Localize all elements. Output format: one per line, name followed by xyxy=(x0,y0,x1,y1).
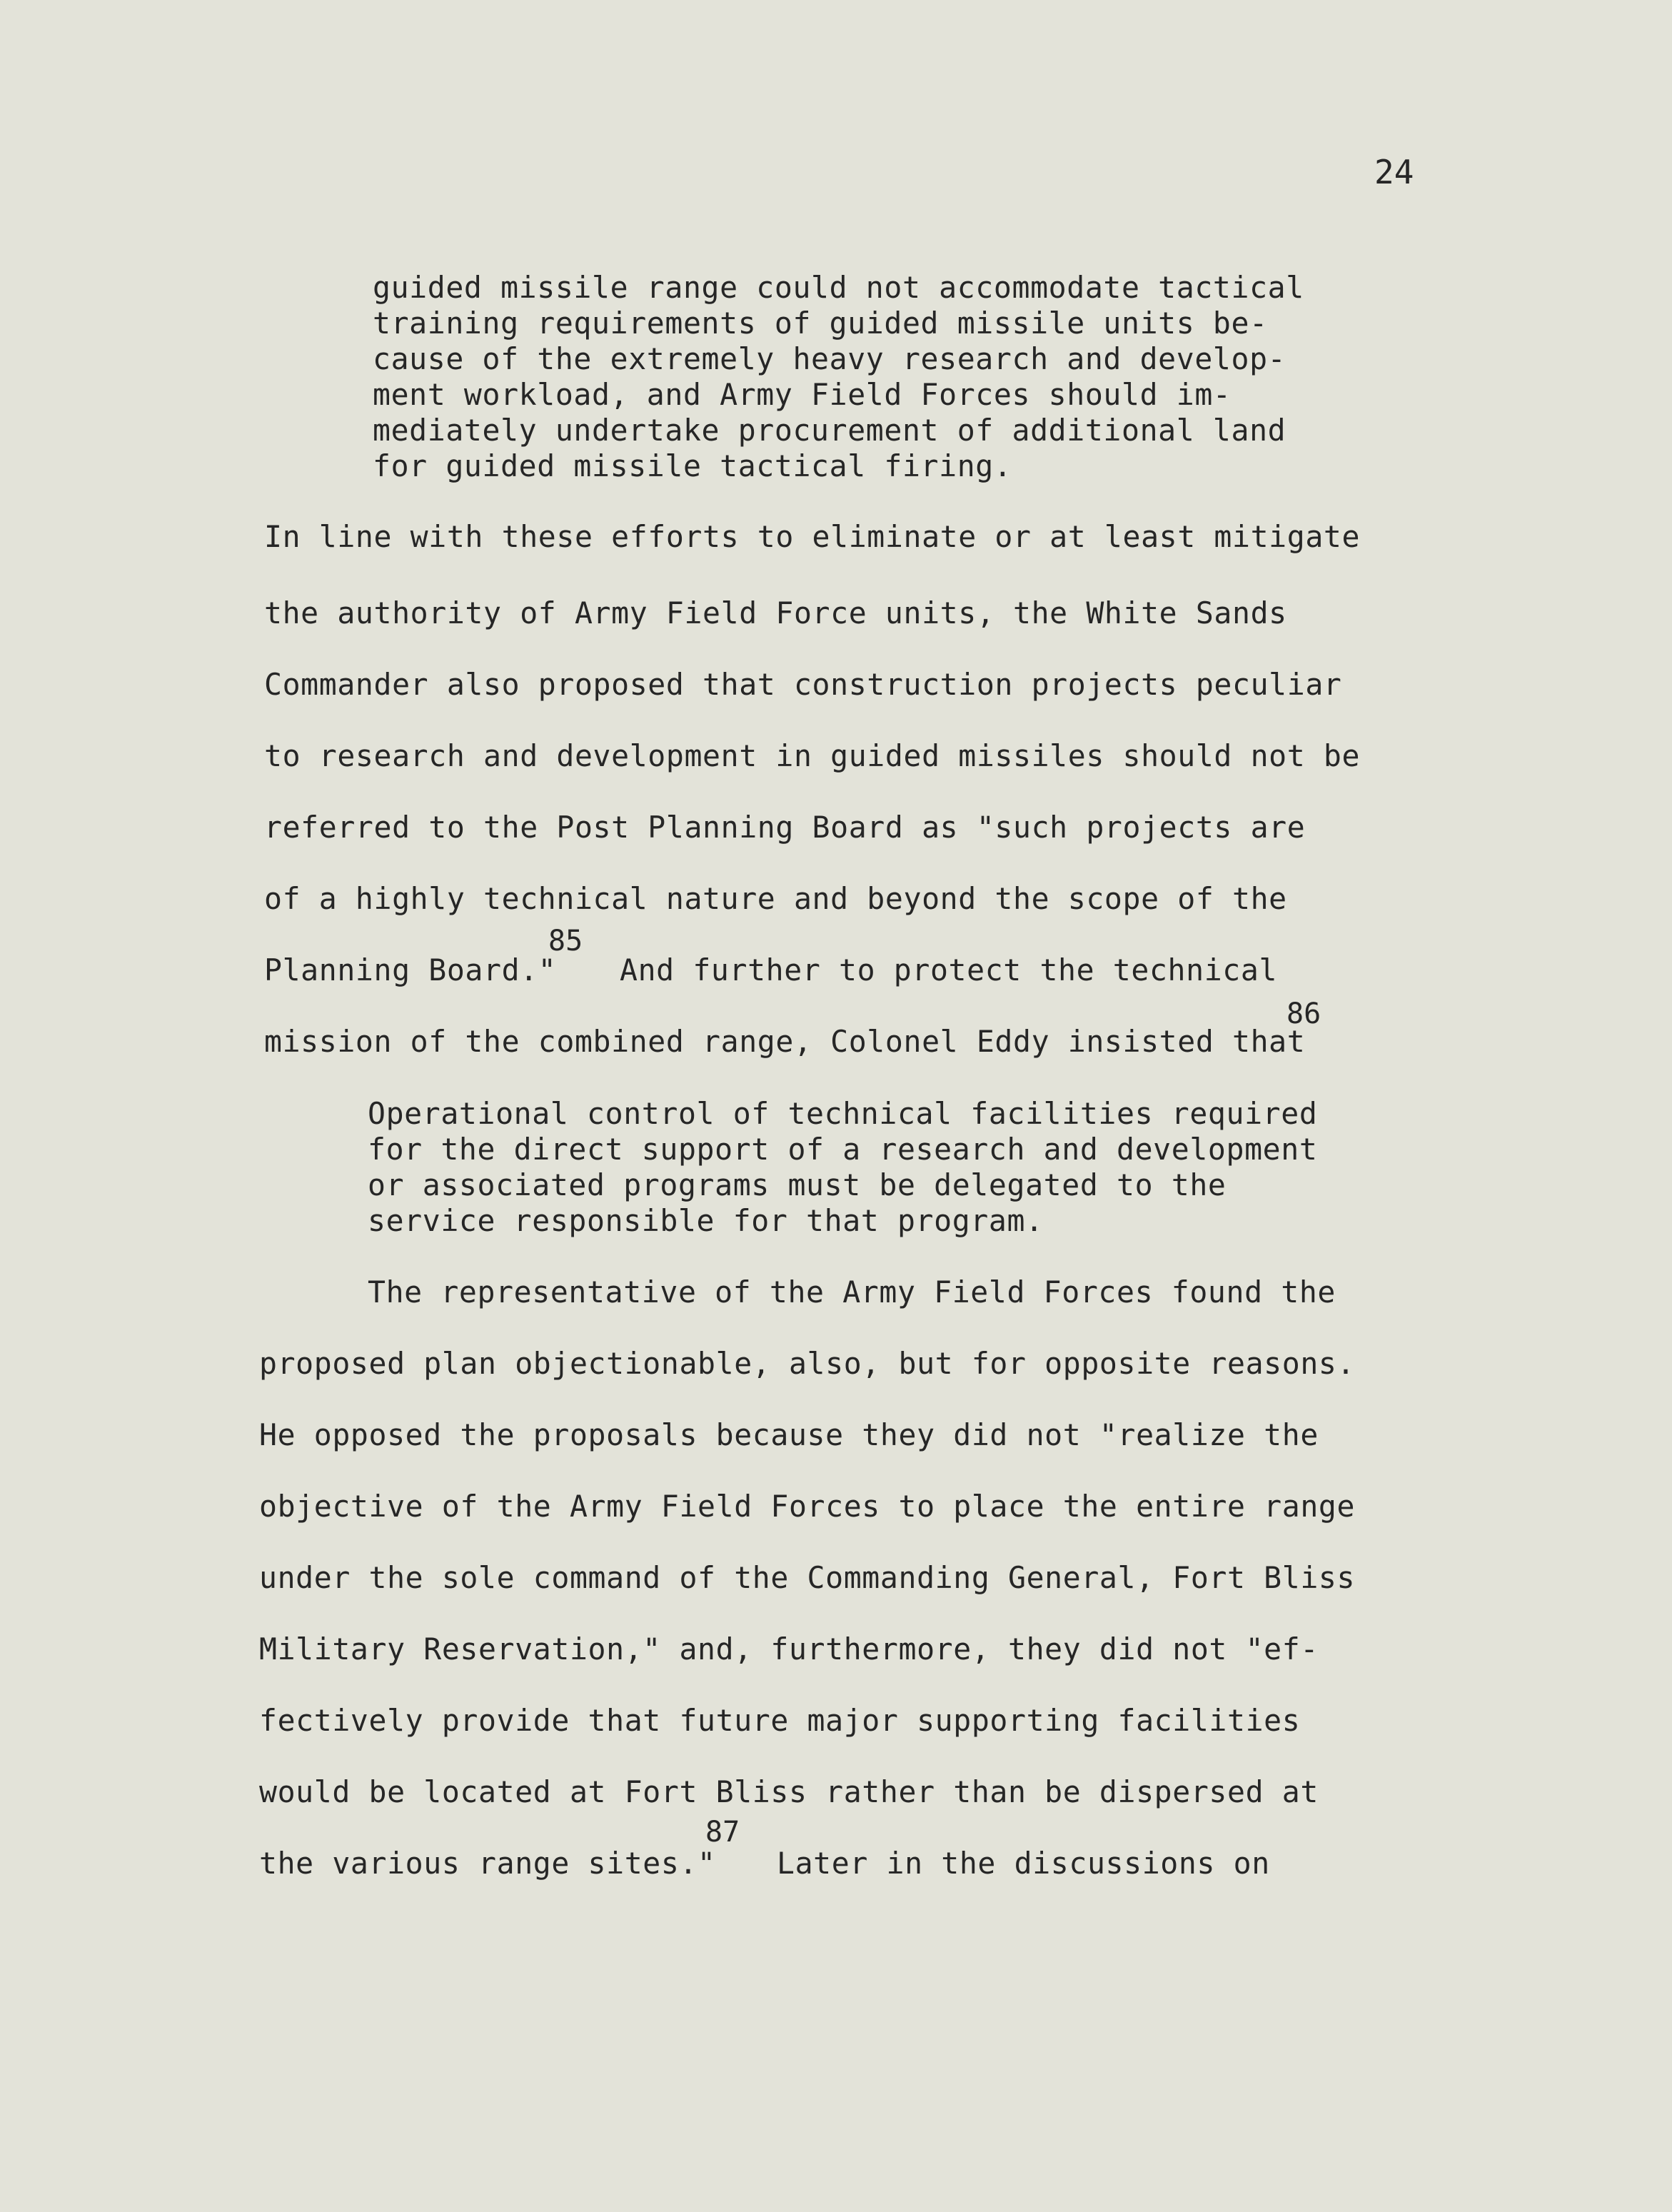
quote-line: ment workload, and Army Field Forces should im- xyxy=(373,377,1232,412)
body-line: to research and development in guided missiles should not be xyxy=(264,738,1361,773)
body-line: mission of the combined range, Colonel Eddy insisted that xyxy=(264,1024,1306,1059)
quote-line: service responsible for that program. xyxy=(368,1203,1044,1238)
body-line: Military Reservation," and, furthermore, they did not "ef- xyxy=(259,1632,1319,1666)
body-line: the various range sites." xyxy=(259,1846,716,1881)
body-line: would be located at Fort Bliss rather than be dispersed at xyxy=(259,1774,1319,1809)
body-line: objective of the Army Field Forces to place the entire range xyxy=(259,1489,1356,1524)
page-number: 24 xyxy=(1374,153,1414,191)
footnote-marker-86: 86 xyxy=(1286,997,1321,1030)
body-line: Planning Board." xyxy=(264,952,557,987)
quote-line: training requirements of guided missile units be- xyxy=(373,306,1268,341)
body-line: Later in the discussions on xyxy=(777,1846,1270,1881)
body-line: In line with these efforts to eliminate or at least mitigate xyxy=(264,519,1361,554)
body-line: proposed plan objectionable, also, but for opposite reasons. xyxy=(259,1346,1356,1381)
quote-line: guided missile range could not accommodate tactical xyxy=(373,270,1304,305)
quote-line: or associated programs must be delegated to the xyxy=(368,1167,1227,1202)
quote-line: for the direct support of a research and development xyxy=(368,1132,1318,1167)
body-line: under the sole command of the Commanding General, Fort Bliss xyxy=(259,1560,1356,1595)
body-line: And further to protect the technical xyxy=(620,952,1278,987)
body-line: of a highly technical nature and beyond the scope of the xyxy=(264,881,1287,916)
footnote-marker-85: 85 xyxy=(548,925,583,957)
quote-line: for guided missile tactical firing. xyxy=(373,448,1012,483)
quote-line: mediately undertake procurement of additional land xyxy=(373,413,1286,448)
quote-line: Operational control of technical facilities required xyxy=(368,1096,1318,1131)
body-line: the authority of Army Field Force units, the White Sands xyxy=(264,595,1287,630)
body-line: The representative of the Army Field Forces found the xyxy=(368,1275,1336,1309)
footnote-marker-87: 87 xyxy=(705,1816,740,1849)
body-line: Commander also proposed that construction projects peculiar xyxy=(264,667,1342,702)
body-line: referred to the Post Planning Board as "such projects are xyxy=(264,810,1306,845)
body-line: He opposed the proposals because they did not "realize the xyxy=(259,1417,1319,1452)
quote-line: cause of the extremely heavy research and develop- xyxy=(373,341,1286,376)
body-line: fectively provide that future major supporting facilities xyxy=(259,1703,1301,1738)
